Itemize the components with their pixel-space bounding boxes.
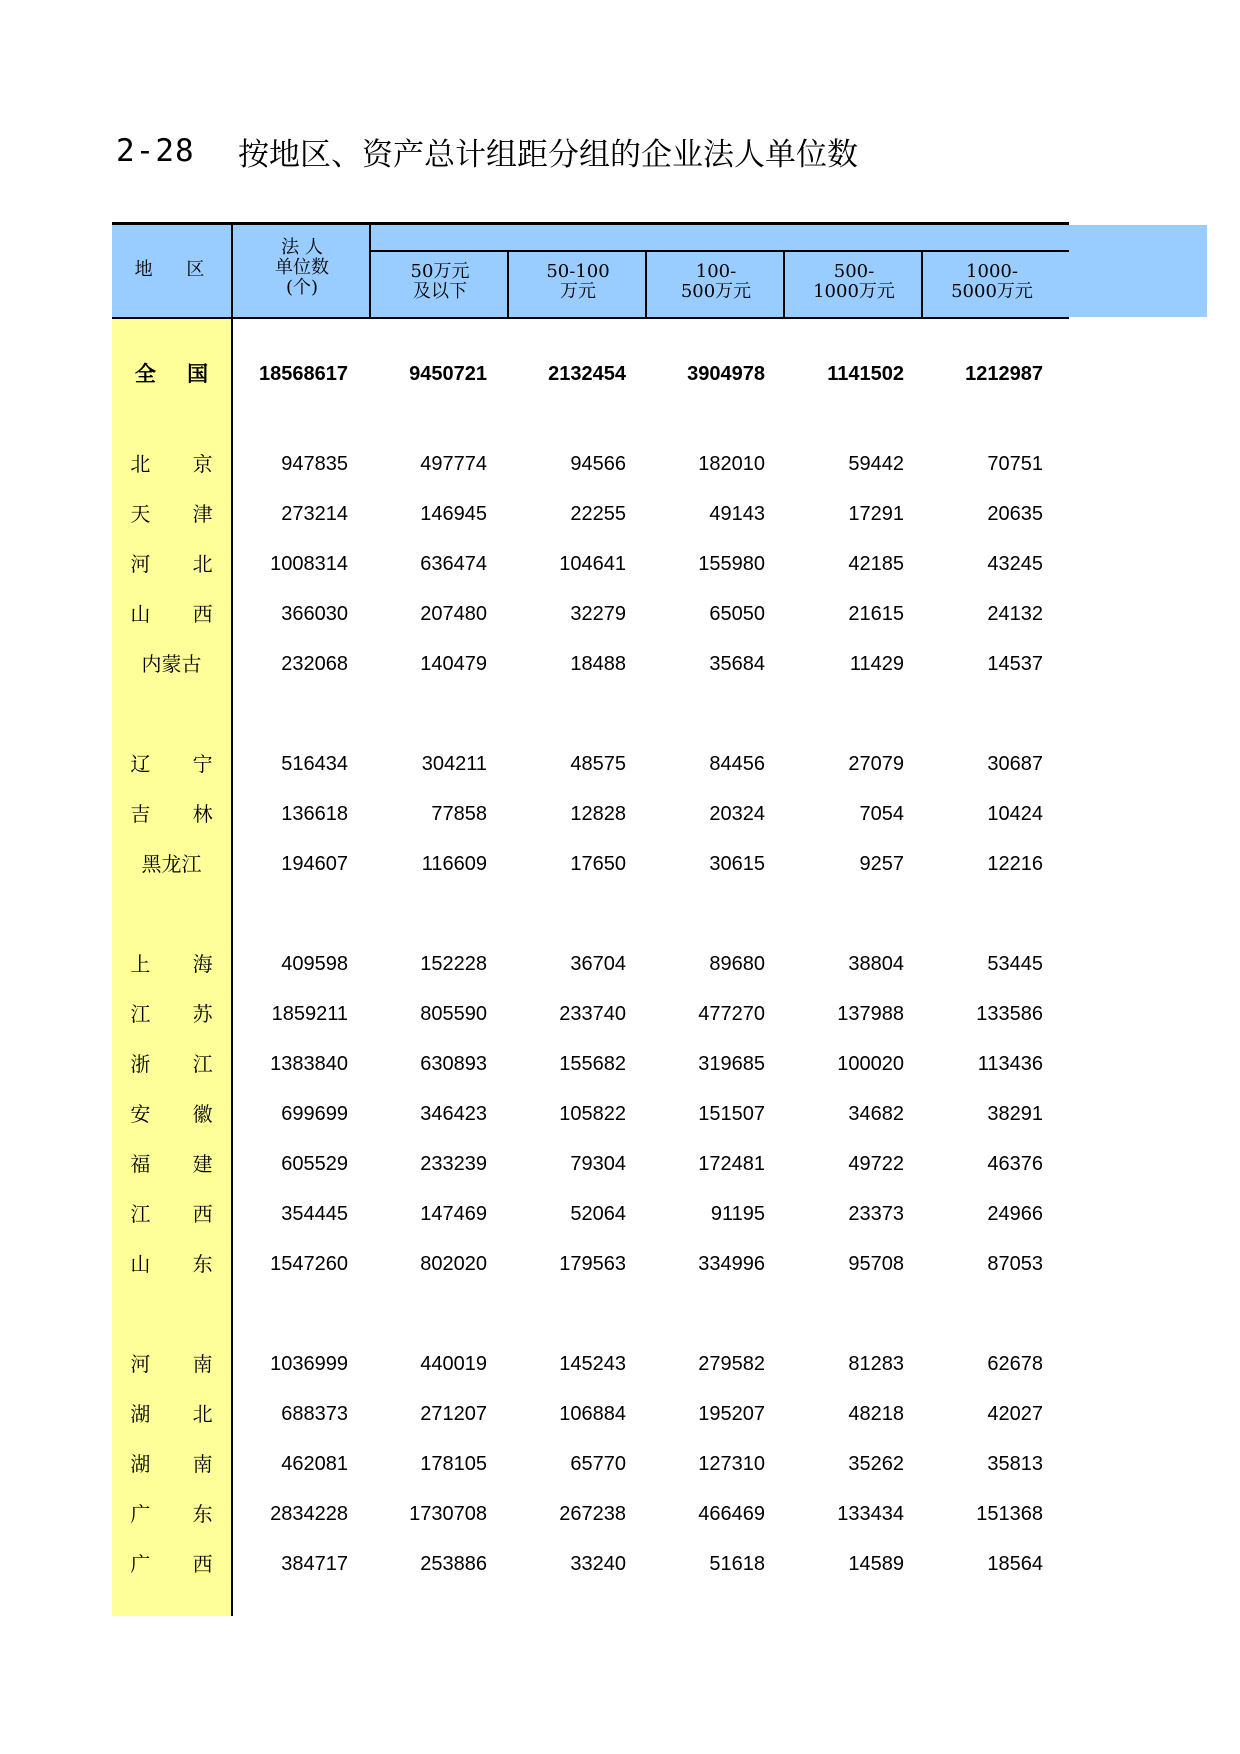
header-bottom-rule (112, 317, 1069, 319)
header-line: 500- (833, 261, 875, 282)
value-cell: 95708 (848, 1253, 904, 1275)
value-cell: 91195 (710, 1203, 765, 1225)
header-line: 1000万元 (813, 281, 895, 302)
value-cell: 11429 (849, 653, 904, 675)
value-cell: 179563 (559, 1253, 626, 1275)
value-cell: 466469 (698, 1503, 765, 1525)
value-cell: 12828 (570, 803, 626, 825)
value-cell: 133586 (976, 1003, 1043, 1025)
value-cell: 146945 (420, 503, 487, 525)
value-cell: 178105 (420, 1453, 487, 1475)
region-name: 北 京 (130, 452, 231, 476)
region-name: 吉 林 (130, 802, 231, 826)
table-row (112, 639, 1069, 689)
value-cell: 1859211 (271, 1003, 348, 1025)
header-line: 100- (695, 261, 737, 282)
value-cell: 62678 (987, 1353, 1043, 1375)
value-cell: 409598 (281, 953, 348, 975)
value-cell: 24132 (987, 603, 1043, 625)
value-cell: 42185 (848, 553, 904, 575)
value-cell: 24966 (987, 1203, 1043, 1225)
table-row (112, 1389, 1069, 1439)
value-cell: 12216 (987, 853, 1043, 875)
value-cell: 52064 (570, 1203, 626, 1225)
value-cell: 155682 (559, 1053, 626, 1075)
table-row (112, 989, 1069, 1039)
value-cell: 70751 (987, 453, 1043, 475)
value-cell: 145243 (559, 1353, 626, 1375)
region-name: 山 东 (130, 1252, 231, 1276)
region-name: 广 东 (130, 1502, 231, 1526)
value-cell: 182010 (698, 453, 765, 475)
table-row (112, 1189, 1069, 1239)
value-cell: 1383840 (270, 1053, 348, 1075)
value-cell: 497774 (420, 453, 487, 475)
table-title: 按地区、资产总计组距分组的企业法人单位数 (238, 136, 858, 173)
table-number: 2-28 (116, 133, 195, 169)
value-cell: 35262 (848, 1453, 904, 1475)
value-cell: 38804 (848, 953, 904, 975)
value-cell: 59442 (848, 453, 904, 475)
value-cell: 273214 (281, 503, 348, 525)
value-cell: 51618 (709, 1553, 765, 1575)
value-cell: 151507 (698, 1103, 765, 1125)
value-cell: 384717 (281, 1553, 348, 1575)
header-col-50-below (371, 262, 509, 302)
value-cell: 802020 (420, 1253, 487, 1275)
region-name: 湖 北 (130, 1402, 231, 1426)
value-cell: 2834228 (270, 1503, 348, 1525)
value-cell: 7054 (859, 803, 904, 825)
value-cell: 49722 (848, 1153, 904, 1175)
table-row (112, 1139, 1069, 1189)
region-name: 安 徽 (130, 1102, 231, 1126)
value-cell: 30687 (987, 753, 1043, 775)
value-cell: 104641 (559, 553, 626, 575)
value-cell: 688373 (281, 1403, 348, 1425)
value-cell: 113436 (977, 1053, 1043, 1075)
header-col-50-100 (509, 262, 647, 302)
value-cell: 267238 (559, 1503, 626, 1525)
header-total-line: 单位数 (275, 257, 329, 278)
table-row (112, 1439, 1069, 1489)
region-name: 江 苏 (130, 1002, 231, 1026)
header-region: 地 区 (134, 259, 219, 280)
header-line: 50-100 (546, 261, 610, 282)
header-total-line: (个) (285, 277, 319, 298)
value-cell: 1730708 (409, 1503, 487, 1525)
value-cell: 127310 (698, 1453, 765, 1475)
value-cell: 65770 (570, 1453, 626, 1475)
value-cell: 195207 (698, 1403, 765, 1425)
value-cell: 94566 (570, 453, 626, 475)
value-cell: 147469 (420, 1203, 487, 1225)
region-name: 广 西 (130, 1552, 231, 1576)
value-cell: 42027 (987, 1403, 1043, 1425)
value-cell: 9450721 (409, 363, 487, 385)
region-name: 江 西 (130, 1202, 231, 1226)
header-line: 5000万元 (951, 281, 1033, 302)
table-row (112, 1239, 1069, 1289)
value-cell: 1212987 (965, 363, 1043, 385)
region-name: 浙 江 (130, 1052, 231, 1076)
value-cell: 46376 (987, 1153, 1043, 1175)
region-name: 山 西 (130, 602, 231, 626)
value-cell: 49143 (709, 503, 765, 525)
value-cell: 699699 (281, 1103, 348, 1125)
region-name: 全 国 (134, 362, 221, 386)
value-cell: 14589 (848, 1553, 904, 1575)
value-cell: 233239 (420, 1153, 487, 1175)
value-cell: 136618 (281, 803, 348, 825)
value-cell: 319685 (698, 1053, 765, 1075)
region-name: 河 北 (130, 552, 231, 576)
header-line: 500万元 (680, 281, 752, 302)
table-row (112, 789, 1069, 839)
table-row (112, 589, 1069, 639)
table-row (112, 489, 1069, 539)
value-cell: 516434 (281, 753, 348, 775)
region-name: 内蒙古 (141, 652, 202, 676)
value-cell: 65050 (709, 603, 765, 625)
value-cell: 630893 (420, 1053, 487, 1075)
value-cell: 152228 (420, 953, 487, 975)
value-cell: 334996 (698, 1253, 765, 1275)
value-cell: 84456 (709, 753, 765, 775)
value-cell: 77858 (431, 803, 487, 825)
region-name: 河 南 (130, 1352, 231, 1376)
value-cell: 947835 (281, 453, 348, 475)
value-cell: 605529 (281, 1153, 348, 1175)
value-cell: 279582 (698, 1353, 765, 1375)
value-cell: 271207 (420, 1403, 487, 1425)
table-row (112, 939, 1069, 989)
value-cell: 100020 (837, 1053, 904, 1075)
value-cell: 53445 (987, 953, 1043, 975)
header-total (233, 238, 371, 298)
table-row (112, 439, 1069, 489)
value-cell: 105822 (559, 1103, 626, 1125)
value-cell: 3904978 (687, 363, 765, 385)
table-row (112, 1039, 1069, 1089)
value-cell: 140479 (420, 653, 487, 675)
region-name: 天 津 (130, 502, 231, 526)
value-cell: 1547260 (270, 1253, 348, 1275)
value-cell: 79304 (570, 1153, 626, 1175)
value-cell: 366030 (281, 603, 348, 625)
value-cell: 14537 (987, 653, 1043, 675)
value-cell: 354445 (281, 1203, 348, 1225)
value-cell: 1008314 (270, 553, 348, 575)
value-cell: 194607 (281, 853, 348, 875)
value-cell: 151368 (976, 1503, 1043, 1525)
value-cell: 805590 (420, 1003, 487, 1025)
value-cell: 36704 (570, 953, 626, 975)
value-cell: 304211 (421, 753, 487, 775)
value-cell: 20324 (709, 803, 765, 825)
value-cell: 87053 (987, 1253, 1043, 1275)
value-cell: 172481 (698, 1153, 765, 1175)
value-cell: 33240 (570, 1553, 626, 1575)
value-cell: 32279 (570, 603, 626, 625)
value-cell: 116609 (421, 853, 487, 875)
value-cell: 81283 (848, 1353, 904, 1375)
region-name: 上 海 (130, 952, 231, 976)
table-row (112, 1539, 1069, 1589)
value-cell: 477270 (698, 1003, 765, 1025)
header-line: 万元 (560, 281, 596, 302)
value-cell: 30615 (709, 853, 765, 875)
value-cell: 89680 (709, 953, 765, 975)
value-cell: 10424 (987, 803, 1043, 825)
value-cell: 233740 (559, 1003, 626, 1025)
value-cell: 9257 (859, 853, 904, 875)
value-cell: 27079 (848, 753, 904, 775)
top-rule (112, 222, 1069, 225)
value-cell: 18564 (987, 1553, 1043, 1575)
value-cell: 48575 (570, 753, 626, 775)
value-cell: 440019 (420, 1353, 487, 1375)
header-line: 1000- (966, 261, 1018, 282)
table-row (112, 1339, 1069, 1389)
value-cell: 346423 (420, 1103, 487, 1125)
value-cell: 34682 (848, 1103, 904, 1125)
value-cell: 636474 (420, 553, 487, 575)
region-name: 黑龙江 (141, 852, 202, 876)
value-cell: 21615 (848, 603, 904, 625)
region-name: 辽 宁 (130, 752, 231, 776)
value-cell: 17650 (570, 853, 626, 875)
value-cell: 133434 (837, 1503, 904, 1525)
header-total-line: 法 人 (281, 237, 323, 258)
table-row (112, 1089, 1069, 1139)
value-cell: 18568617 (259, 363, 348, 385)
value-cell: 17291 (848, 503, 904, 525)
region-name: 湖 南 (130, 1452, 231, 1476)
table-row (112, 839, 1069, 889)
value-cell: 18488 (570, 653, 626, 675)
value-cell: 106884 (559, 1403, 626, 1425)
value-cell: 155980 (698, 553, 765, 575)
value-cell: 2132454 (548, 363, 626, 385)
value-cell: 253886 (420, 1553, 487, 1575)
region-name: 福 建 (130, 1152, 231, 1176)
value-cell: 20635 (987, 503, 1043, 525)
header-col-500-1000 (785, 262, 923, 302)
table-row (112, 539, 1069, 589)
value-cell: 1036999 (270, 1353, 348, 1375)
header-line: 及以下 (413, 281, 467, 302)
value-cell: 462081 (281, 1453, 348, 1475)
value-cell: 35684 (709, 653, 765, 675)
value-cell: 43245 (987, 553, 1043, 575)
table-row (112, 739, 1069, 789)
value-cell: 207480 (420, 603, 487, 625)
value-cell: 1141502 (827, 363, 904, 385)
subheader-rule (371, 250, 1069, 252)
header-col-1000-5000 (923, 262, 1061, 302)
value-cell: 38291 (987, 1103, 1043, 1125)
header-col-100-500 (647, 262, 785, 302)
value-cell: 35813 (987, 1453, 1043, 1475)
table-row (112, 1489, 1069, 1539)
page-title (116, 128, 858, 174)
value-cell: 23373 (848, 1203, 904, 1225)
value-cell: 22255 (570, 503, 626, 525)
value-cell: 232068 (281, 653, 348, 675)
table-row-total (112, 349, 1069, 399)
header-line: 50万元 (410, 261, 470, 282)
value-cell: 137988 (837, 1003, 904, 1025)
value-cell: 48218 (848, 1403, 904, 1425)
